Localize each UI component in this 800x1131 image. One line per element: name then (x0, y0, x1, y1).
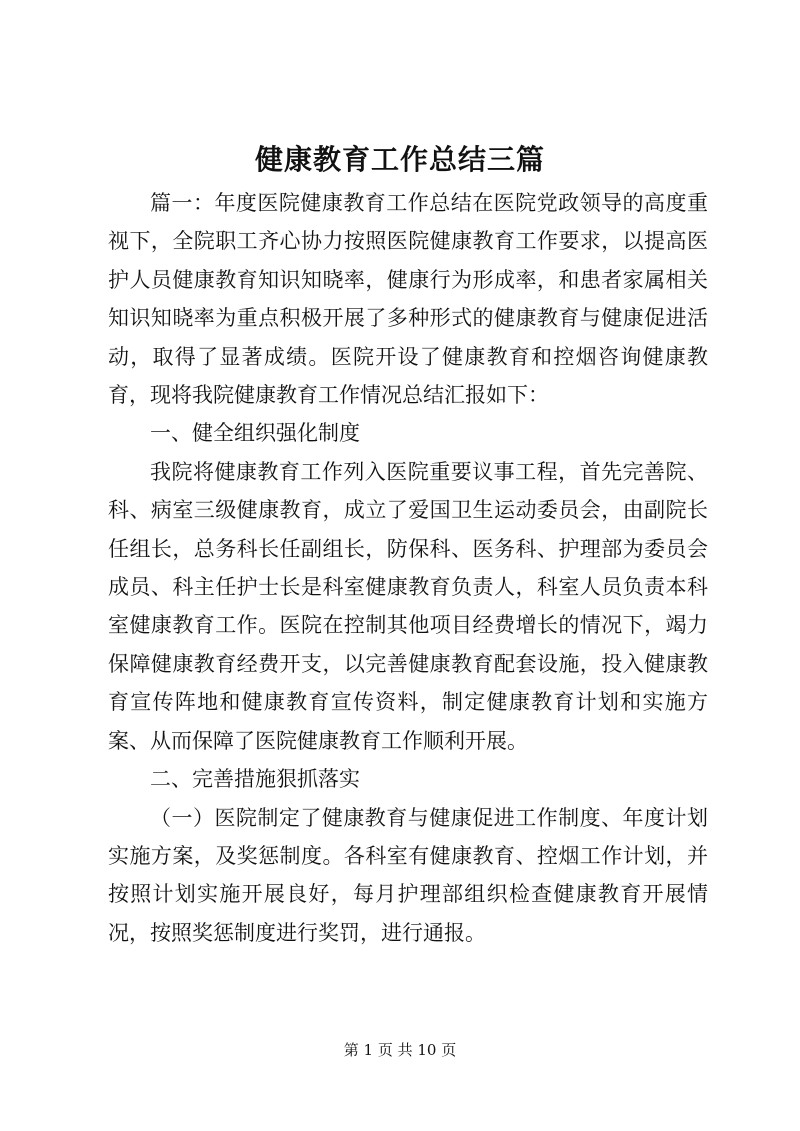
page-title: 健康教育工作总结三篇 (254, 143, 545, 176)
paragraph-intro: 篇一：年度医院健康教育工作总结在医院党政领导的高度重视下，全院职工齐心协力按照医院健康教育工作要求，以提高医护人员健康教育知识知晓率，健康行为形成率，和患者家属相关知识知晓率为重点积极开展了多种形式的健康教育与健康促进活动，取得了显著成绩。医院开设了健康教育和控烟咨询健康教育，现将我院健康教育工作情况总结汇报如下： (108, 191, 708, 408)
page-footer: 第 1 页 共 10 页 (343, 1041, 457, 1059)
document-body (108, 184, 708, 952)
paragraph-organization: 我院将健康教育工作列入医院重要议事工程，首先完善院、科、病室三级健康教育，成立了爱国卫生运动委员会，由副院长任组长，总务科长任副组长，防保科、医务科、护理部为委员会成员、科主任护士长是科室健康教育负责人，科室人员负责本科室健康教育工作。医院在控制其他项目经费增长的情况下，竭力保障健康教育经费开支，以完善健康教育配套设施，投入健康教育宣传阵地和健康教育宣传资料，制定健康教育计划和实施方案、从而保障了医院健康教育工作顺利开展。 (108, 459, 708, 753)
section-heading-1: 一、健全组织强化制度 (150, 421, 360, 446)
paragraph-measures: （一）医院制定了健康教育与健康促进工作制度、年度计划实施方案，及奖惩制度。各科室有健康教育、控烟工作计划，并按照计划实施开展良好，每月护理部组织检查健康教育开展情况，按照奖惩制度进行奖罚，进行通报。 (108, 805, 708, 945)
section-heading-2: 二、完善措施狠抓落实 (150, 767, 360, 792)
